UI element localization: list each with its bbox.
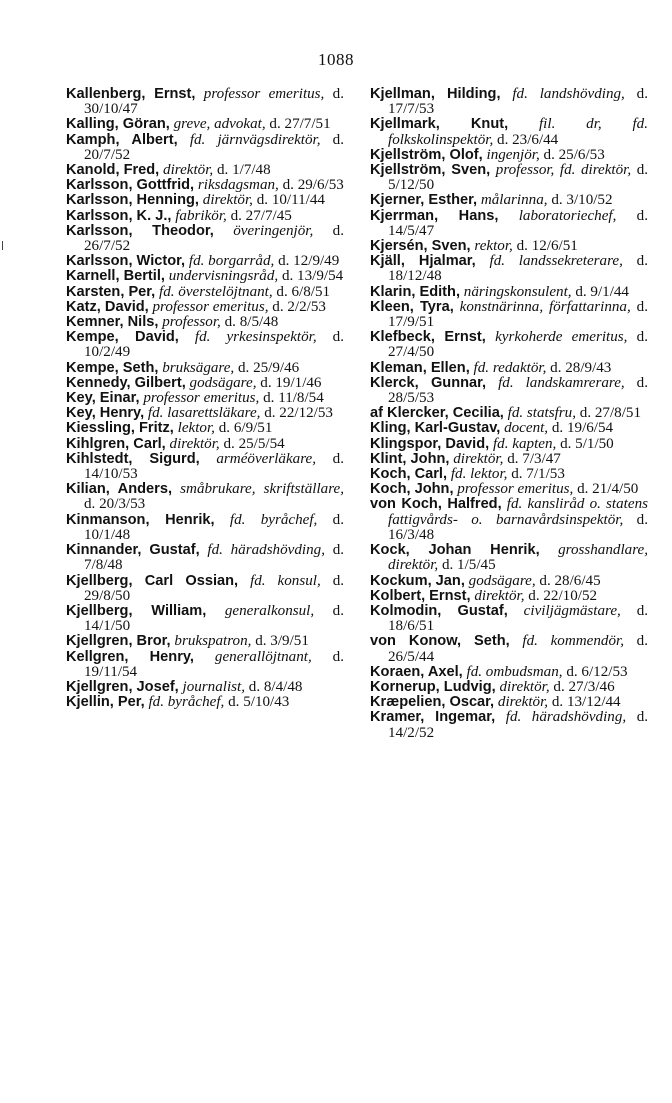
obituary-entry — [66, 193, 344, 208]
entry-name: Kilian, Anders, — [66, 481, 173, 498]
entry-death-date: d. 10/11/44 — [256, 192, 325, 209]
obituary-entry — [370, 680, 648, 695]
entry-title: laboratoriechef, — [518, 207, 617, 224]
entry-title: professor emeritus, — [203, 86, 325, 102]
entry-name: Kjellberg, Carl Ossian, — [66, 572, 239, 589]
entry-title: målarinna, — [480, 192, 548, 209]
entry-name: Klint, John, — [370, 450, 450, 467]
entry-name: von Konow, Seth, — [370, 633, 510, 650]
entry-name: Kinnander, Gustaf, — [66, 542, 200, 559]
obituary-entry — [66, 437, 344, 452]
entry-death-date: d. 25/9/46 — [237, 359, 300, 376]
entry-title: professor, fd. direktör, — [495, 162, 632, 179]
entry-title: lektor, — [177, 420, 215, 437]
obituary-entry — [66, 695, 344, 710]
entry-title: professor, — [162, 314, 221, 331]
entry-title: undervisningsråd, — [168, 268, 279, 285]
entry-title: brukspatron, — [174, 633, 252, 650]
entry-name: Kock, Johan Henrik, — [370, 542, 540, 559]
entry-title: professor emeritus, — [457, 481, 574, 498]
obituary-entry — [370, 163, 648, 193]
entry-name: Karnell, Bertil, — [66, 268, 165, 285]
entry-title: fd. byråchef, — [229, 511, 318, 528]
obituary-entry — [370, 452, 648, 467]
entry-death-date: d. 3/9/51 — [255, 633, 309, 650]
entry-title: direktör, — [499, 678, 550, 695]
page-number: 1088 — [318, 50, 354, 69]
obituary-entry — [66, 87, 344, 117]
entry-title: fd. häradshövding, — [207, 542, 325, 559]
entry-death-date: d. 14/1/50 — [84, 602, 344, 635]
entry-death-date: d. 18/6/51 — [388, 602, 649, 635]
obituary-entry — [370, 437, 648, 452]
entry-death-date: d. 23/6/44 — [497, 131, 559, 148]
obituary-entry — [66, 421, 344, 436]
entry-title: fil. dr, fd. folkskolinspektör, — [388, 116, 649, 148]
entry-name: Kjellström, Sven, — [370, 162, 491, 179]
entry-name: Kjellström, Olof, — [370, 146, 483, 163]
entry-name: Kalling, Göran, — [66, 116, 170, 133]
entry-name: Karlsson, K. J., — [66, 207, 172, 224]
obituary-entry — [66, 513, 344, 543]
obituary-entry — [370, 634, 648, 664]
obituary-entry — [66, 543, 344, 573]
entry-name: Kjellgren, Josef, — [66, 678, 179, 695]
entry-death-date: d. 3/10/52 — [551, 192, 613, 209]
obituary-entry — [370, 254, 648, 284]
obituary-entry — [370, 148, 648, 163]
obituary-entry — [370, 87, 648, 117]
entry-title: fd. överstelöjtnant, — [159, 283, 273, 300]
entry-death-date: d. 1/5/45 — [441, 557, 496, 574]
entry-title: direktör, — [202, 192, 253, 209]
entry-death-date: d. 14/10/53 — [84, 450, 344, 483]
entry-death-date: d. 1/7/48 — [216, 162, 271, 179]
entry-title: generallöjtnant, — [214, 648, 312, 665]
entry-name: Kornerup, Ludvig, — [370, 678, 496, 695]
entry-name: Kjellgren, Bror, — [66, 633, 171, 650]
entry-death-date: d. 10/2/49 — [84, 329, 344, 361]
entry-death-date: d. 13/9/54 — [281, 268, 344, 285]
obituary-entry — [66, 452, 344, 482]
obituary-entry — [370, 543, 648, 573]
entry-name: Karlsson, Theodor, — [66, 222, 214, 239]
entry-name: Key, Einar, — [66, 390, 140, 407]
obituary-entry — [370, 710, 648, 740]
entry-death-date: d. 28/9/43 — [550, 359, 612, 376]
entry-death-date: d. 6/8/51 — [276, 283, 331, 300]
entry-death-date: d. 17/7/53 — [388, 86, 648, 118]
entry-title: generalkonsul, — [224, 602, 315, 619]
entry-name: Key, Henry, — [66, 405, 145, 422]
entry-title: fd. ombudsman, — [466, 663, 563, 680]
entry-death-date: d. 27/4/50 — [388, 329, 648, 361]
obituary-entry — [370, 193, 648, 208]
entry-death-date: d. 5/10/43 — [228, 694, 290, 711]
entry-death-date: d. 19/11/54 — [84, 648, 344, 680]
obituary-entry — [66, 482, 344, 512]
entry-title: rektor, — [474, 238, 513, 255]
entry-death-date: d. 27/7/51 — [269, 116, 331, 133]
entry-name: Kellgren, Henry, — [66, 648, 194, 665]
entry-death-date: d. 22/12/53 — [264, 405, 333, 422]
entry-death-date: d. 20/3/53 — [84, 496, 146, 513]
obituary-entry — [66, 285, 344, 300]
entry-name: Koch, Carl, — [370, 466, 448, 483]
entry-title: fd. statsfru, — [507, 405, 576, 422]
entry-death-date: d. 9/1/44 — [575, 283, 629, 300]
entry-death-date: d. 29/6/53 — [282, 177, 344, 194]
obituary-entry — [66, 300, 344, 315]
obituary-entry — [66, 178, 344, 193]
entry-name: Kjellmark, Knut, — [370, 116, 509, 133]
entry-death-date: d. 8/4/48 — [248, 678, 303, 695]
entry-death-date: d. 6/9/51 — [218, 420, 273, 437]
obituary-entry — [66, 376, 344, 391]
entry-title: civiljägmästare, — [523, 602, 621, 619]
obituary-entry — [66, 163, 344, 178]
entry-title: direktör, — [497, 694, 549, 711]
entry-name: Kleen, Tyra, — [370, 298, 454, 315]
entry-title: fd. landssekreterare, — [489, 253, 623, 270]
entry-death-date: d. 13/12/44 — [551, 694, 621, 711]
entry-death-date: d. 25/5/54 — [223, 435, 285, 452]
entry-title: småbrukare, skriftställare, — [180, 481, 344, 498]
entry-name: Klerck, Gunnar, — [370, 374, 487, 391]
obituary-entry — [370, 665, 648, 680]
entry-name: Katz, David, — [66, 298, 149, 315]
entry-name: Kjellman, Hilding, — [370, 86, 501, 102]
entry-name: Karsten, Per, — [66, 283, 156, 300]
entry-death-date: d. 16/3/48 — [388, 511, 648, 543]
entry-name: Kjerrman, Hans, — [370, 207, 499, 224]
obituary-entry — [370, 497, 648, 543]
obituary-entry — [66, 361, 344, 376]
entry-title: godsägare, — [468, 572, 536, 589]
entry-death-date: d. 18/12/48 — [388, 253, 648, 285]
entry-death-date: d. 27/8/51 — [579, 405, 641, 422]
right-column — [370, 87, 648, 741]
obituary-entry — [370, 285, 648, 300]
entry-title: fd. kapten, — [492, 435, 557, 452]
entry-title: fd. landskamrerare, — [498, 374, 625, 391]
entry-title: ingenjör, — [486, 146, 540, 163]
entry-death-date: d. 7/1/53 — [511, 466, 565, 483]
entry-death-date: d. 29/8/50 — [84, 572, 345, 604]
entry-death-date: d. 14/2/52 — [388, 709, 649, 741]
entry-death-date: d. 19/1/46 — [260, 374, 322, 391]
entry-title: journalist, — [182, 678, 245, 695]
obituary-entry — [66, 117, 344, 132]
entry-name: Kempe, David, — [66, 329, 179, 346]
entry-death-date: d. 6/12/53 — [566, 663, 628, 680]
entry-name: Klefbeck, Ernst, — [370, 329, 486, 346]
entry-title: konstnärinna, författarinna, — [459, 298, 631, 315]
entry-name: Kjellin, Per, — [66, 694, 145, 711]
entry-name: Kanold, Fred, — [66, 162, 160, 179]
entry-title: professor emeritus, — [152, 298, 269, 315]
obituary-entry — [370, 239, 648, 254]
entry-title: kyrkoherde emeritus, — [495, 329, 628, 346]
entry-death-date: d. 28/6/45 — [539, 572, 601, 589]
obituary-entry — [370, 421, 648, 436]
entry-name: Kramer, Ingemar, — [370, 709, 496, 726]
entry-death-date: d. 27/3/46 — [553, 678, 615, 695]
entry-name: af Klercker, Cecilia, — [370, 405, 504, 422]
entry-death-date: d. 12/9/49 — [278, 253, 340, 270]
entry-title: fd. byråchef, — [148, 694, 225, 711]
entry-title: fd. lasarettsläkare, — [147, 405, 261, 422]
obituary-entry — [66, 269, 344, 284]
entry-death-date: d. 20/7/52 — [84, 131, 344, 163]
obituary-entry — [370, 117, 648, 147]
entry-title: fd. redaktör, — [473, 359, 547, 376]
entry-title: fd. kommendör, — [522, 633, 624, 650]
obituary-entry — [66, 254, 344, 269]
entry-name: Kjersén, Sven, — [370, 238, 471, 255]
entry-name: Kling, Karl-Gustav, — [370, 420, 501, 437]
entry-name: Kleman, Ellen, — [370, 359, 470, 376]
obituary-entry — [370, 406, 648, 421]
entry-death-date: d. 19/6/54 — [551, 420, 614, 437]
entry-death-date: d. 30/10/47 — [84, 86, 344, 118]
obituary-entry — [66, 391, 344, 406]
entry-death-date: d. 21/4/50 — [577, 481, 639, 498]
entry-title: arméöverläkare, — [216, 450, 316, 467]
entry-name: Kennedy, Gilbert, — [66, 374, 186, 391]
obituary-entry — [370, 376, 648, 406]
entry-name: Kolbert, Ernst, — [370, 587, 471, 604]
entry-title: fd. konsul, — [250, 572, 321, 589]
entry-name: Kolmodin, Gustaf, — [370, 602, 508, 619]
entry-title: fd. kansliråd o. statens fattigvårds- o. barnavårdsinspektör, — [388, 496, 648, 528]
entry-title: fd. borgarråd, — [188, 253, 275, 270]
entry-death-date: d. 2/2/53 — [272, 298, 326, 315]
entry-name: Kjäll, Hjalmar, — [370, 253, 476, 270]
entry-title: grosshandlare, direktör, — [388, 542, 648, 574]
entry-death-date: d. 28/5/53 — [388, 374, 648, 407]
entry-name: von Koch, Halfred, — [370, 496, 502, 513]
entry-title: riksdagsman, — [197, 177, 279, 194]
entry-name: Kempe, Seth, — [66, 359, 159, 376]
entry-title: bruksägare, — [162, 359, 235, 376]
entry-death-date: d. 25/6/53 — [543, 146, 605, 163]
entry-name: Kjellberg, William, — [66, 602, 207, 619]
obituary-entry — [66, 650, 344, 680]
obituary-entry — [66, 406, 344, 421]
entry-name: Kemner, Nils, — [66, 314, 159, 331]
obituary-entry — [370, 300, 648, 330]
obituary-entry — [66, 315, 344, 330]
entry-name: Kræpelien, Oscar, — [370, 694, 495, 711]
entry-death-date: d. 7/3/47 — [507, 450, 561, 467]
entry-title: greve, advokat, — [173, 116, 266, 133]
entry-name: Kockum, Jan, — [370, 572, 465, 589]
entry-death-date: d. 5/12/50 — [388, 162, 649, 194]
obituary-entry — [370, 361, 648, 376]
entry-name: Koch, John, — [370, 481, 454, 498]
left-column — [66, 87, 344, 710]
entry-name: Karlsson, Gottfrid, — [66, 177, 195, 194]
obituary-entry — [66, 634, 344, 649]
entry-name: Kiessling, Fritz, — [66, 420, 174, 437]
entry-name: Karlsson, Henning, — [66, 192, 199, 209]
obituary-entry — [66, 604, 344, 634]
obituary-entry — [370, 604, 648, 634]
entry-death-date: d. 26/5/44 — [388, 633, 648, 665]
entry-title: docent, — [504, 420, 549, 437]
obituary-entry — [370, 330, 648, 360]
entry-name: Kallenberg, Ernst, — [66, 86, 196, 102]
entry-name: Klingspor, David, — [370, 435, 490, 452]
obituary-entry — [370, 695, 648, 710]
entry-death-date: d. 5/1/50 — [560, 435, 614, 452]
obituary-entry — [370, 589, 648, 604]
entry-title: fabrikör, — [175, 207, 227, 224]
entry-death-date: d. 22/10/52 — [528, 587, 598, 604]
obituary-entry — [66, 330, 344, 360]
obituary-entry — [370, 467, 648, 482]
entry-name: Koraen, Axel, — [370, 663, 463, 680]
entry-title: direktör, — [163, 162, 214, 179]
obituary-entry — [66, 209, 344, 224]
entry-title: fd. landshövding, — [512, 86, 625, 102]
entry-title: näringskonsulent, — [463, 283, 572, 300]
entry-title: fd. lektor, — [450, 466, 508, 483]
entry-name: Karlsson, Wictor, — [66, 253, 186, 270]
obituary-entry — [66, 574, 344, 604]
entry-title: fd. järnvägsdirektör, — [189, 131, 321, 148]
entry-name: Klarin, Edith, — [370, 283, 460, 300]
entry-title: direktör, — [474, 587, 525, 604]
entry-title: godsägare, — [189, 374, 257, 391]
entry-title: fd. yrkesinspektör, — [194, 329, 317, 346]
entry-death-date: d. 11/8/54 — [263, 390, 324, 407]
entry-death-date: d. 14/5/47 — [388, 207, 648, 239]
entry-name: Kinmanson, Henrik, — [66, 511, 215, 528]
obituary-entry — [370, 209, 648, 239]
entry-name: Kamph, Albert, — [66, 131, 178, 148]
entry-title: överingenjör, — [233, 222, 314, 239]
obituary-entry — [66, 680, 344, 695]
entry-name: Kihlgren, Carl, — [66, 435, 166, 452]
obituary-entry — [370, 574, 648, 589]
entry-title: fd. häradshövding, — [505, 709, 627, 726]
entry-death-date: d. 26/7/52 — [84, 222, 344, 255]
entry-name: Kjerner, Esther, — [370, 192, 478, 209]
obituary-entry — [370, 482, 648, 497]
entry-name: Kihlstedt, Sigurd, — [66, 450, 200, 467]
entry-death-date: d. 7/8/48 — [84, 542, 345, 574]
obituary-entry — [66, 224, 344, 254]
entry-death-date: d. 12/6/51 — [516, 238, 578, 255]
margin-mark — [2, 241, 3, 250]
entry-death-date: d. 10/1/48 — [84, 511, 344, 543]
entry-death-date: d. 17/9/51 — [388, 298, 648, 331]
obituary-entry — [66, 133, 344, 163]
entry-title: professor emeritus, — [143, 390, 260, 407]
entry-title: direktör, — [169, 435, 220, 452]
entry-death-date: d. 27/7/45 — [230, 207, 292, 224]
entry-title: direktör, — [453, 450, 504, 467]
entry-death-date: d. 8/5/48 — [224, 314, 279, 331]
